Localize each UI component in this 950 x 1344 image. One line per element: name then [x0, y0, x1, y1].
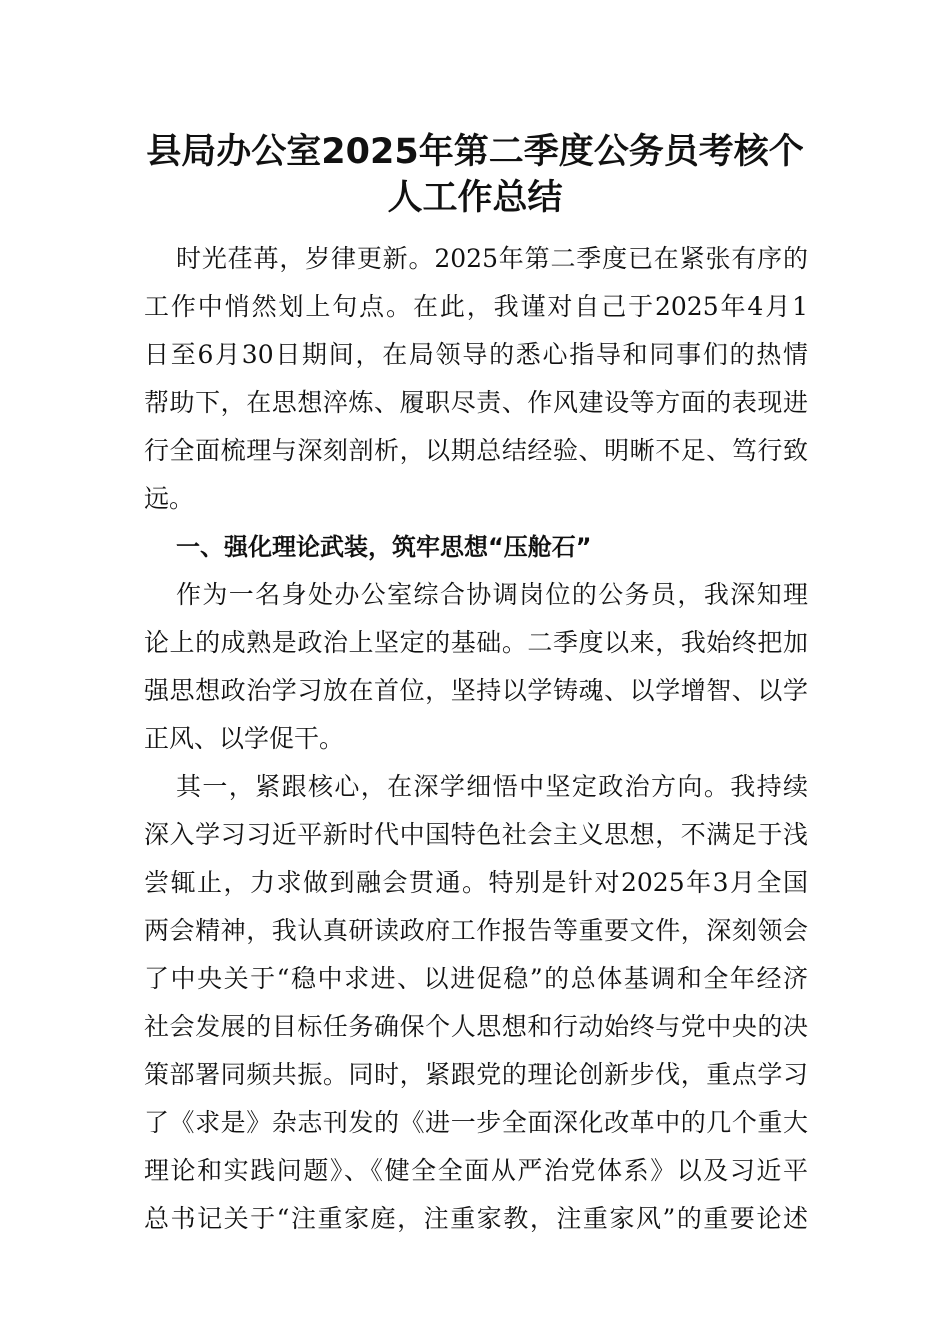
paragraph-1-line-3: 日至6月30日期间，在局领导的悉心指导和同事们的热情 — [144, 340, 808, 369]
paragraph-3-line-5: 了中央关于“稳中求进、以进促稳”的总体基调和全年经济 — [144, 964, 808, 993]
paragraph-3-line-4: 两会精神，我认真研读政府工作报告等重要文件，深刻领会 — [144, 916, 808, 945]
paragraph-3-line-1: 其一，紧跟核心，在深学细悟中坚定政治方向。我持续 — [176, 772, 808, 801]
paragraph-2-line-1: 作为一名身处办公室综合协调岗位的公务员，我深知理 — [176, 580, 808, 609]
paragraph-1-line-1: 时光荏苒，岁律更新。2025年第二季度已在紧张有序的 — [176, 244, 808, 273]
paragraph-2-line-4: 正风、以学促干。 — [144, 724, 345, 753]
paragraph-1-line-2: 工作中悄然划上句点。在此，我谨对自己于2025年4月1 — [144, 292, 808, 321]
paragraph-3-line-7: 策部署同频共振。同时，紧跟党的理论创新步伐，重点学习 — [144, 1060, 808, 1089]
paragraph-3-line-3: 尝辄止，力求做到融会贯通。特别是针对2025年3月全国 — [144, 868, 808, 897]
paragraph-3-line-9: 理论和实践问题》、《健全全面从严治党体系》以及习近平 — [144, 1156, 808, 1185]
section-heading-1: 一、强化理论武装，筑牢思想“压舱石” — [176, 533, 592, 561]
paragraph-3-line-8: 了《求是》杂志刊发的《进一步全面深化改革中的几个重大 — [144, 1108, 808, 1137]
paragraph-3-line-6: 社会发展的目标任务确保个人思想和行动始终与党中央的决 — [144, 1012, 808, 1041]
paragraph-3-line-2: 深入学习习近平新时代中国特色社会主义思想，不满足于浅 — [144, 820, 808, 849]
document-title-line-1: 县局办公室2025年第二季度公务员考核个 — [146, 132, 804, 172]
paragraph-1-line-5: 行全面梳理与深刻剖析，以期总结经验、明晰不足、笃行致 — [144, 436, 808, 465]
paragraph-1-line-6: 远。 — [144, 484, 195, 513]
paragraph-3-line-10: 总书记关于“注重家庭，注重家教，注重家风”的重要论述 — [144, 1204, 808, 1233]
paragraph-2-line-3: 强思想政治学习放在首位，坚持以学铸魂、以学增智、以学 — [144, 676, 808, 705]
paragraph-2-line-2: 论上的成熟是政治上坚定的基础。二季度以来，我始终把加 — [144, 628, 808, 657]
document-title-line-2: 人工作总结 — [387, 178, 563, 218]
paragraph-1-line-4: 帮助下，在思想淬炼、履职尽责、作风建设等方面的表现进 — [144, 388, 808, 417]
